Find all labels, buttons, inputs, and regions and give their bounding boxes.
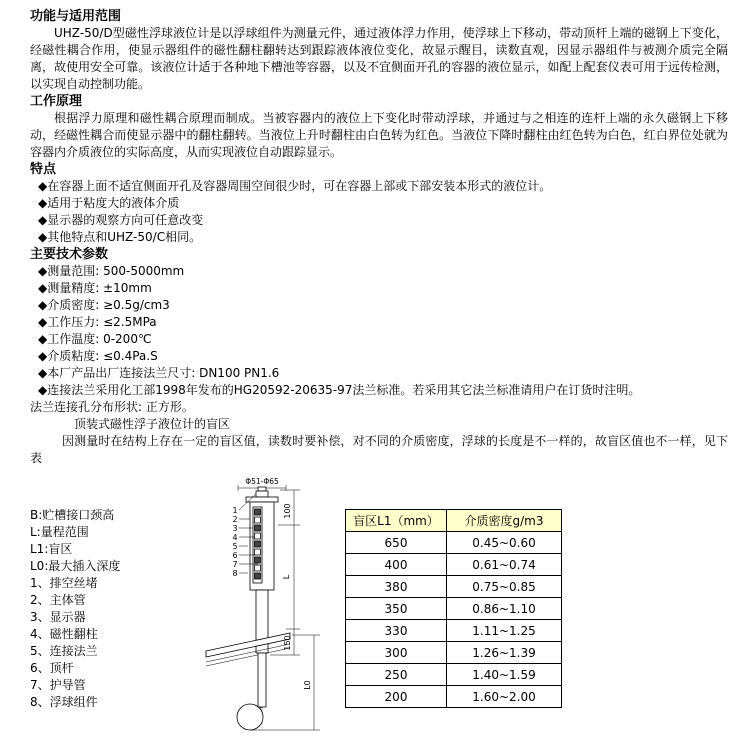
- magnetic-flappers: [255, 509, 261, 579]
- part-number-4: 4: [232, 533, 238, 542]
- density-range-value: 0.75~0.85: [447, 576, 562, 598]
- legend-item: 6、顶杆: [30, 661, 74, 675]
- part-number-1: 1: [232, 506, 238, 515]
- part-number-6: 6: [232, 551, 238, 560]
- table-row: [346, 576, 562, 598]
- section-title-parameters: 主要技术参数: [30, 247, 109, 262]
- section-title-features: 特点: [30, 162, 57, 177]
- dim-100-label: 100: [283, 503, 292, 519]
- float-ball: [237, 704, 263, 730]
- flange-note: 法兰连接孔分布形状: 正方形。: [30, 400, 194, 414]
- blind-zone-value: 200: [346, 686, 447, 708]
- parameter-item: ◆本厂产品出厂连接法兰尺寸: DN100 PN1.6: [38, 366, 280, 380]
- blind-zone-value: 330: [346, 620, 447, 642]
- legend-item: L:量程范围: [30, 525, 89, 539]
- dim-L0-label: L0: [303, 680, 312, 690]
- legend-item: 4、磁性翻柱: [30, 627, 98, 641]
- paragraph-working-principle: 根据浮力原理和磁性耦合原理而制成。当被容器内的液位上下变化时带动浮球，并通过与之相连的连杆上端的永久磁钢上下移动，经磁性耦合而使显示器中的翻柱翻转。当液位上升时翻柱由白色转为红色。当液位下降时翻柱由红色转为白色，红白界位处就为容器内介质液位的实际高度，从而实现液位自动跟踪显示。: [30, 111, 728, 159]
- mounting-flange: [206, 633, 290, 657]
- parameter-item: ◆工作压力: ≤2.5MPa: [38, 315, 157, 329]
- density-range-value: 0.45~0.60: [447, 532, 562, 554]
- blind-zone-table: [345, 509, 562, 708]
- legend-item: L1:盲区: [30, 542, 73, 556]
- gauge-body: [206, 485, 290, 730]
- guide-pipe: [258, 653, 266, 707]
- parameter-item: ◆测量范围: 500-5000mm: [38, 264, 185, 278]
- table-row: [346, 598, 562, 620]
- bottom-section: [30, 477, 728, 735]
- blind-zone-value: 650: [346, 532, 447, 554]
- parameter-item: ◆工作温度: 0-200℃: [38, 332, 152, 346]
- part-number-2: 2: [232, 515, 238, 524]
- legend-item: L0:最大插入深度: [30, 559, 121, 573]
- part-number-7: 7: [232, 560, 238, 569]
- feature-item: ◆其他特点和UHZ-50/C相同。: [38, 230, 202, 244]
- section-title-function-scope: 功能与适用范围: [30, 9, 122, 24]
- dim-phi-label: Φ51-Φ65: [245, 477, 279, 486]
- legend-item: 5、连接法兰: [30, 644, 98, 658]
- table-header-blind-zone: 盲区L1（mm）: [346, 510, 447, 532]
- parameter-item: ◆连接法兰采用化工部1998年发布的HG20592-20635-97法兰标准。若采用其它法兰标准请用户在订货时注明。: [38, 383, 641, 397]
- table-row: [346, 642, 562, 664]
- part-number-5: 5: [232, 542, 238, 551]
- section-title-working-principle: 工作原理: [30, 94, 83, 109]
- parameter-item: ◆测量精度: ±10mm: [38, 281, 152, 295]
- blind-zone-value: 350: [346, 598, 447, 620]
- blind-zone-paragraph: 因测量时在结构上存在一定的盲区值，读数时要补偿，对不同的介质密度，浮球的长度是不一样的，故盲区值也不一样，见下表: [30, 434, 728, 465]
- legend-item: B:贮槽接口颈高: [30, 508, 115, 522]
- density-range-value: 1.26~1.39: [447, 642, 562, 664]
- blind-zone-value: 300: [346, 642, 447, 664]
- parameter-item: ◆介质粘度: ≤0.4Pa.S: [38, 349, 158, 363]
- table-header-row: [346, 510, 562, 532]
- part-number-8: 8: [232, 569, 238, 578]
- density-range-value: 0.86~1.10: [447, 598, 562, 620]
- density-range-value: 1.11~1.25: [447, 620, 562, 642]
- density-range-value: 1.60~2.00: [447, 686, 562, 708]
- density-range-value: 0.61~0.74: [447, 554, 562, 576]
- legend-item: 3、显示器: [30, 610, 86, 624]
- parameter-item: ◆介质密度: ≥0.5g/cm3: [38, 298, 170, 312]
- dim-150-label: 150: [283, 635, 292, 651]
- feature-item: ◆在容器上面不适宜侧面开孔及容器周围空间很少时，可在容器上部或下部安装本形式的液位计。: [38, 179, 552, 193]
- feature-item: ◆适用于粘度大的液体介质: [38, 196, 180, 210]
- paragraph-function-scope: UHZ-50/D型磁性浮球液位计是以浮球组件为测量元件，通过液体浮力作用，使浮球上下移动，带动顶杆上端的磁钢上下变化，经磁性耦合作用，使显示器组件的磁性翻柱翻转达到跟踪液体液位变化，故显示醒目，读数直观，因显示器组件与被测介质完全隔离，故使用安全可靠。该液位计适于各种地下槽池等容器，以及不宜侧面开孔的容器的液位显示，如配上配套仪表可用于远传检测，以实现自动控制功能。: [30, 26, 728, 91]
- dim-L-label: L: [282, 574, 291, 580]
- top-flange: [246, 497, 278, 502]
- legend-item: 1、排空丝堵: [30, 576, 98, 590]
- density-range-value: 1.40~1.59: [447, 664, 562, 686]
- legend-item: 7、护导管: [30, 678, 86, 692]
- legend-item: 2、主体管: [30, 593, 86, 607]
- blind-zone-table-wrap: [345, 509, 562, 708]
- table-row: [346, 686, 562, 708]
- table-row: [346, 532, 562, 554]
- blind-zone-value: 250: [346, 664, 447, 686]
- table-header-density: 介质密度g/m3: [447, 510, 562, 532]
- legend-item: 8、浮球组件: [30, 695, 98, 709]
- part-number-3: 3: [232, 524, 238, 533]
- blind-zone-value: 380: [346, 576, 447, 598]
- blind-zone-title: 顶装式磁性浮子液位计的盲区: [74, 417, 231, 431]
- table-row: [346, 664, 562, 686]
- vent-plug: [258, 487, 266, 491]
- blind-zone-value: 400: [346, 554, 447, 576]
- feature-item: ◆显示器的观察方向可任意改变: [38, 213, 204, 227]
- level-gauge-diagram: [190, 477, 335, 735]
- table-row: [346, 620, 562, 642]
- table-row: [346, 554, 562, 576]
- legend-list: [30, 507, 190, 711]
